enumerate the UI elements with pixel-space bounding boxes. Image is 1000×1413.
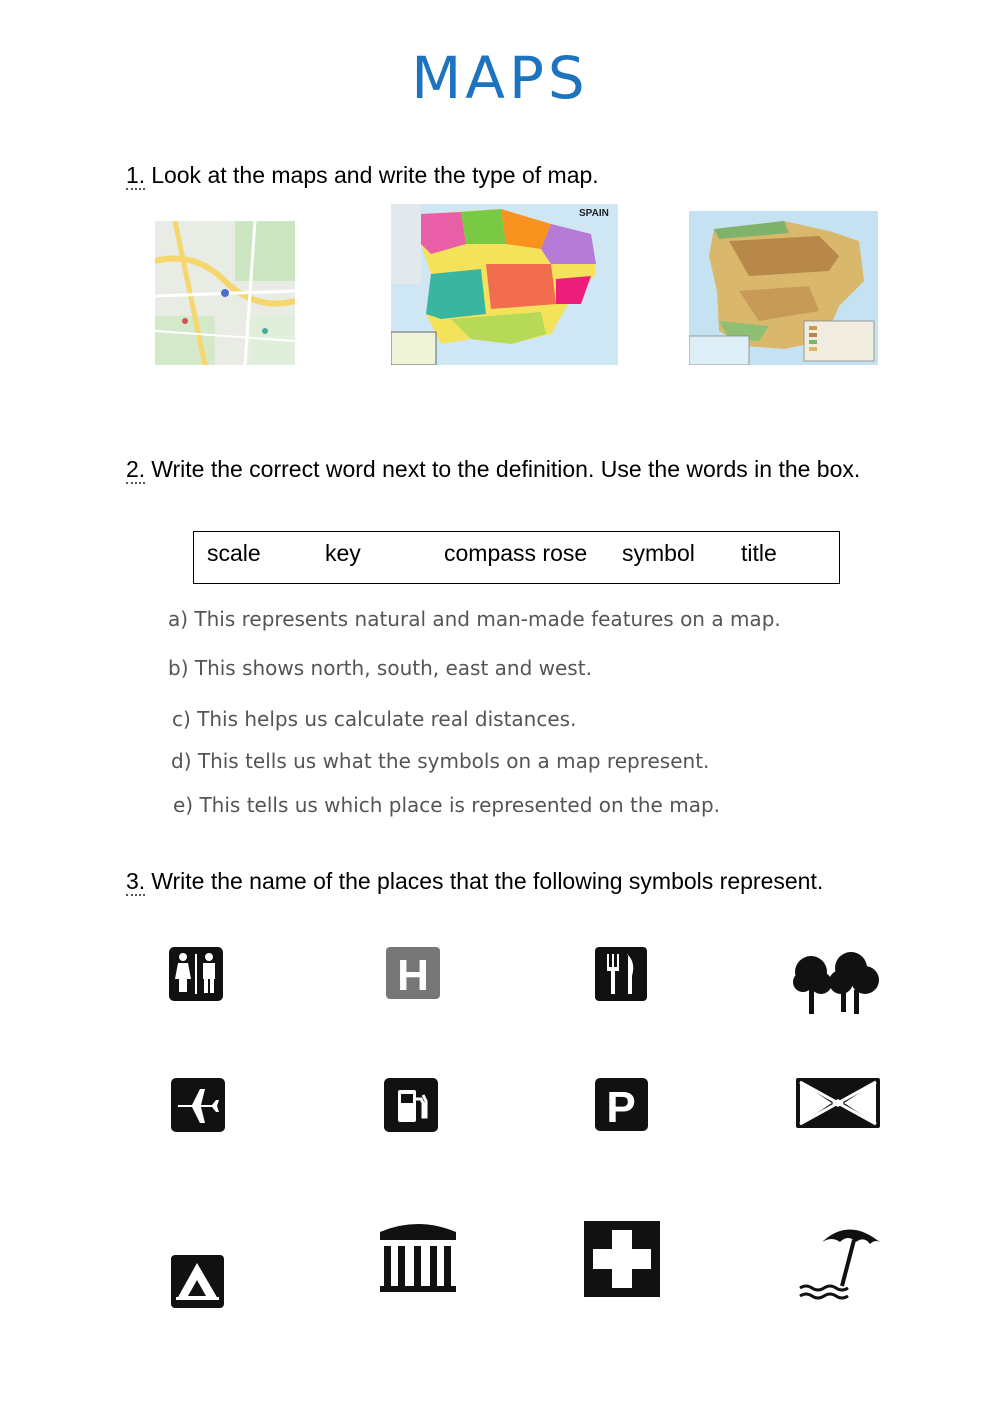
question-2 — [126, 456, 860, 483]
campsite-icon — [170, 1254, 225, 1309]
petrol-station-icon — [383, 1077, 439, 1133]
definition-e: e) This tells us which place is represented on the map. — [173, 793, 721, 817]
word-scale: scale — [207, 540, 261, 566]
definition-a: a) This represents natural and man-made features on a map. — [168, 607, 781, 631]
park-icon — [791, 950, 883, 1016]
definition-c: c) This helps us calculate real distances. — [172, 707, 577, 731]
street-map-image — [155, 221, 295, 365]
definition-d: d) This tells us what the symbols on a map represent. — [171, 749, 710, 773]
post-office-icon — [795, 1077, 881, 1129]
restaurant-icon — [594, 946, 648, 1002]
first-aid-icon — [583, 1220, 661, 1298]
question-text: Write the correct word next to the definition. Use the words in the box. — [151, 456, 861, 482]
museum-icon — [378, 1218, 458, 1294]
page-title: MAPS — [411, 44, 589, 112]
parking-letter: P — [606, 1083, 636, 1132]
word-key: key — [325, 540, 361, 566]
question-text: Look at the maps and write the type of map. — [151, 162, 599, 188]
question-number: 1. — [126, 162, 146, 188]
toilets-icon — [168, 946, 224, 1002]
question-number: 2. — [126, 456, 146, 482]
question-number: 3. — [126, 868, 146, 894]
question-3 — [126, 868, 823, 895]
map-label-spain: SPAIN — [579, 208, 609, 219]
word-box — [193, 531, 840, 584]
parking-icon — [594, 1077, 649, 1132]
word-title: title — [741, 540, 777, 566]
hospital-letter: H — [397, 951, 429, 1000]
word-compass-rose: compass rose — [444, 540, 588, 566]
question-text: Write the name of the places that the following symbols represent. — [151, 868, 824, 894]
hospital-icon — [385, 946, 441, 1000]
political-map-image — [391, 204, 618, 365]
word-symbol: symbol — [622, 540, 695, 566]
definition-b: b) This shows north, south, east and west. — [168, 656, 592, 680]
beach-icon — [798, 1222, 886, 1302]
physical-map-image — [689, 211, 878, 365]
question-1 — [126, 162, 599, 189]
airport-icon — [170, 1077, 226, 1133]
